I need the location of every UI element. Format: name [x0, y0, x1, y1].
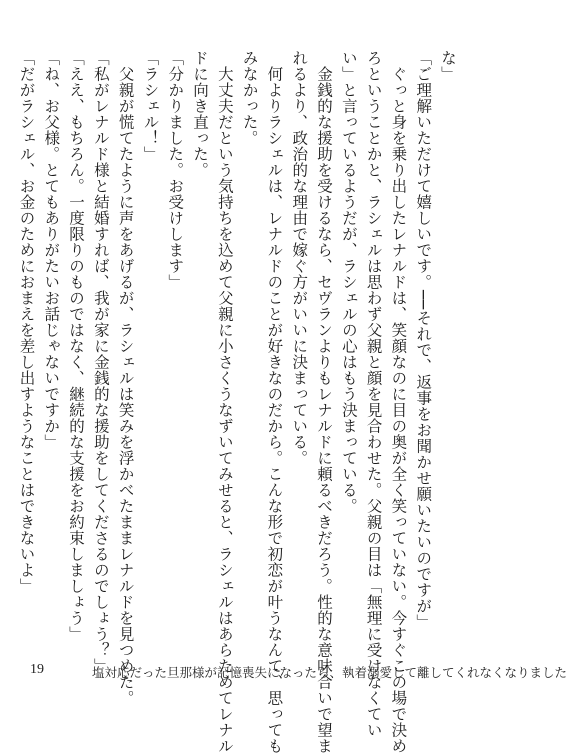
text-line: みなかった。: [240, 50, 259, 146]
text-line: 金銭的な援助を受けるなら、セヴランよりもレナルドに頼るべきだろう。性的な意味合いで望ま: [315, 50, 334, 754]
text-line: 何よりラシェルは、レナルドのことが好きなのだから。こんな形で初恋が叶うなんて、思っても: [265, 50, 284, 754]
page-number: 19: [30, 662, 44, 677]
text-line: 「分かりました。お受けします」: [166, 50, 185, 290]
running-title: 塩対応だった旦那様が記憶喪失になったら、執着溺愛して離してくれなくなりました: [92, 665, 567, 680]
text-line: ろということかと、ラシェルは思わず父親と顔を見合わせた。父親の目は「無理に受けなくてい: [364, 50, 383, 738]
page-footer: [30, 659, 567, 683]
text-line: 父親が慌てたように声をあげるが、ラシェルは笑みを浮かべたままレナルドを見つめた。: [116, 50, 135, 706]
text-line: 「ラシェル！」: [141, 50, 160, 162]
text-line: れるより、政治的な理由で嫁ぐ方がいいに決まっている。: [290, 50, 309, 466]
text-line: 大丈夫だという気持ちを込めて父親に小さくうなずいてみせると、ラシェルはあらためてレナル: [215, 50, 234, 754]
text-line: 「私がレナルド様と結婚すれば、我が家に金銭的な援助をしてくださるのでしょう？」: [91, 50, 110, 674]
text-line: 「ご理解いただけて嬉しいです。──それで、返事をお聞かせ願いたいのですが」: [414, 50, 433, 630]
text-line: 「ええ、もちろん。一度限りのものではなく、継続的な支援をお約束しましょう」: [67, 50, 86, 642]
text-line: い」と言っているようだが、ラシェルの心はもう決まっている。: [339, 50, 358, 514]
text-line: 「だがラシェル、お金のためにおまえを差し出すようなことはできないよ」: [17, 50, 36, 594]
text-line: な」: [439, 50, 457, 82]
text-line: ドに向き直った。: [191, 50, 210, 178]
text-line: ぐっと身を乗り出したレナルドは、笑顔なのに目の奥が全く笑っていない。今すぐこの場で決め: [389, 50, 408, 754]
text-line: 「ね、お父様。とてもありがたいお話じゃないですか」: [42, 50, 61, 450]
